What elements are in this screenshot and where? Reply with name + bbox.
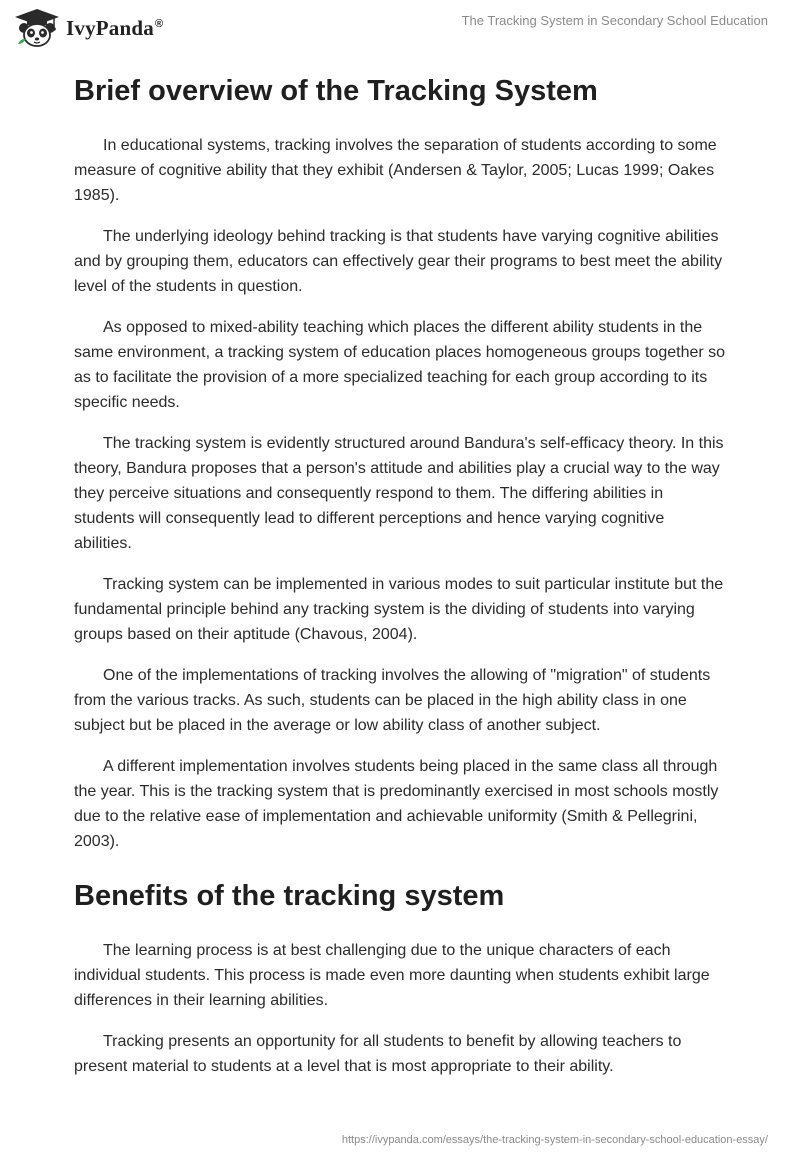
section-heading: Brief overview of the Tracking System: [74, 75, 598, 107]
panda-graduate-icon: [14, 8, 60, 48]
paragraph: Tracking presents an opportunity for all students to benefit by allowing teachers to present material to students at a level that is most appropriate to their ability.: [74, 1033, 682, 1075]
document-title: The Tracking System in Secondary School Education: [461, 13, 768, 28]
brand-name: IvyPanda®: [66, 15, 164, 40]
essay-content: [74, 70, 726, 1095]
paragraph: A different implementation involves students being placed in the same class all through the year. This is the tracking system that is predominantly exercised in most schools mostly due to the relative ease of implementation and achievable uniformity (Smith & Pellegrini, 2003).: [74, 758, 719, 850]
section-heading: Benefits of the tracking system: [74, 880, 505, 912]
paragraph: The tracking system is evidently structured around Bandura's self-efficacy theory. In this theory, Bandura proposes that a person's attitude and abilities play a crucial way to the way they perceive situations and consequently respond to them. The differing abilities in students will consequently lead to different perceptions and hence varying cognitive abilities.: [74, 435, 724, 552]
paragraph: The underlying ideology behind tracking is that students have varying cognitive abilities and by grouping them, educators can effectively gear their programs to best meet the ability level of the students in question.: [74, 228, 723, 295]
section-benefits: [74, 876, 726, 1079]
paragraph: In educational systems, tracking involves the separation of students according to some measure of cognitive ability that they exhibit (Andersen & Taylor, 2005; Lucas 1999; Oakes 1985).: [74, 137, 717, 204]
registered-mark: ®: [154, 17, 164, 30]
paragraph: As opposed to mixed-ability teaching which places the different ability students in the same environment, a tracking system of education places homogeneous groups together so as to facilitate the provision of a more specialized teaching for each group according to its specific needs.: [74, 319, 726, 411]
section-overview: [74, 71, 726, 854]
brand-logo[interactable]: [14, 8, 163, 48]
source-url[interactable]: https://ivypanda.com/essays/the-tracking-system-in-secondary-school-education-essay/: [341, 1134, 768, 1146]
paragraph: Tracking system can be implemented in various modes to suit particular institute but the fundamental principle behind any tracking system is the dividing of students into varying groups based on their aptitude (Chavous, 2004).: [74, 576, 724, 643]
paragraph: The learning process is at best challenging due to the unique characters of each individual students. This process is made even more daunting when students exhibit large differences in their learning abilities.: [74, 942, 710, 1009]
page-header: [0, 0, 800, 60]
paragraph: One of the implementations of tracking involves the allowing of "migration" of students from the various tracks. As such, students can be placed in the high ability class in one subject but be placed in the average or low ability class of another subject.: [74, 667, 711, 734]
